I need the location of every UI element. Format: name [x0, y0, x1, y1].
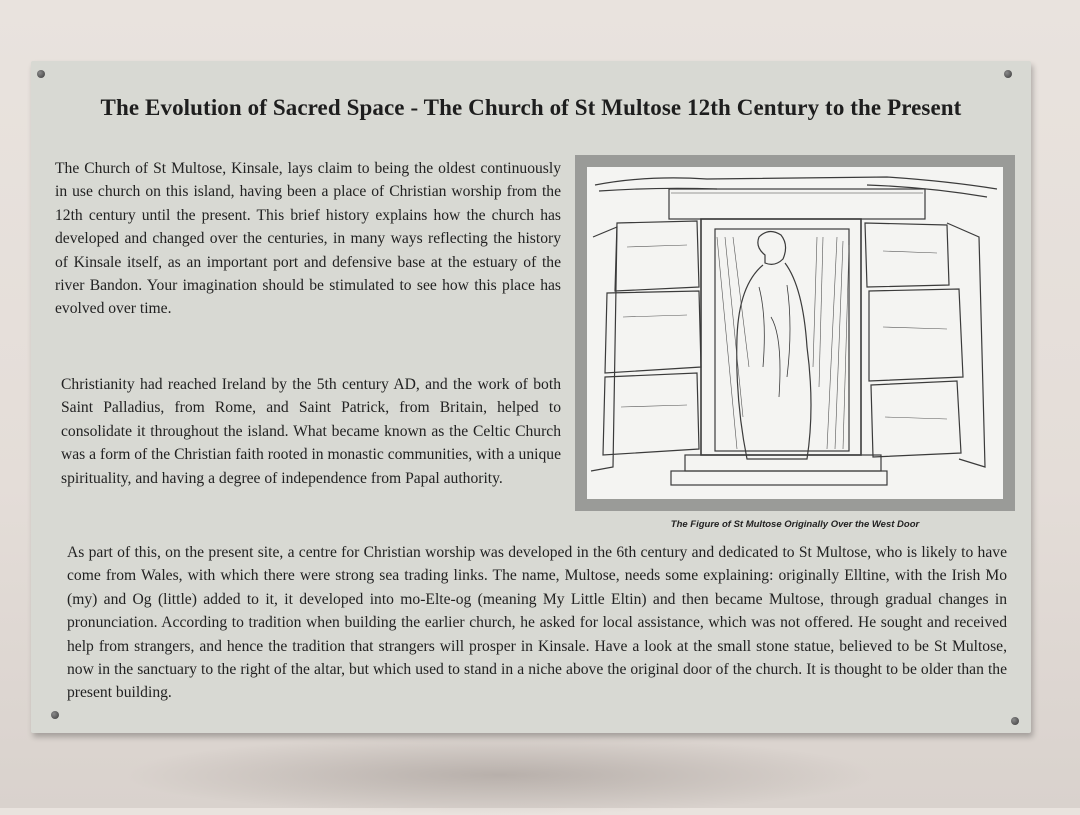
paragraph-christianity: Christianity had reached Ireland by the 5th century AD, and the work of both Saint Palladius, from Rome, and Saint Patrick, from Britain, helped to consolidate it throughout the island. What became known as the Celtic Church was a form of the Christian faith rooted in monastic communities, with a unique spirituality, and having a degree of independence from Papal authority. [61, 376, 561, 487]
paragraph-st-multose: As part of this, on the present site, a centre for Christian worship was developed in the 6th century and dedicated to St Multose, who is likely to have come from Wales, with which there were strong sea trading links. The name, Multose, needs some explaining: originally Elltine, with the Irish Mo (my) and Og (little) added to it, it developed into mo-Elte-og (meaning My Little Eltin) and then became Multose, through gradual changes in pronunciation. According to tradition when building the earlier church, he asked for local assistance, which was not offered. He sought and received help from strangers, and hence the tradition that strangers will prosper in Kinsale. Have a look at the small stone statue, believed to be St Multose, now in the sanctuary to the right of the altar, but which used to stand in a niche above the original door of the church. It is thought to be older than the present building. [67, 544, 1007, 702]
information-sign [31, 61, 1031, 733]
paragraph-intro: The Church of St Multose, Kinsale, lays claim to being the oldest continuously in use church on this island, having been a place of Christian worship from the 12th century until the present. This brief history explains how the church has developed and changed over the centuries, in many ways reflecting the history of Kinsale itself, as an important port and defensive base at the estuary of the river Bandon. Your imagination should be stimulated to see how this place has evolved over time. [55, 160, 561, 318]
sign-title: The Evolution of Sacred Space - The Church of St Multose 12th Century to the Present [100, 95, 962, 120]
figure-caption: The Figure of St Multose Originally Over the West Door [670, 519, 920, 530]
screw-icon [1011, 717, 1019, 725]
screw-icon [37, 70, 45, 78]
st-multose-sketch [587, 167, 1003, 499]
screw-icon [1004, 70, 1012, 78]
screw-icon [51, 711, 59, 719]
figure-drawing [587, 167, 1003, 499]
wall-shadow [120, 735, 880, 815]
figure-frame [575, 155, 1015, 511]
